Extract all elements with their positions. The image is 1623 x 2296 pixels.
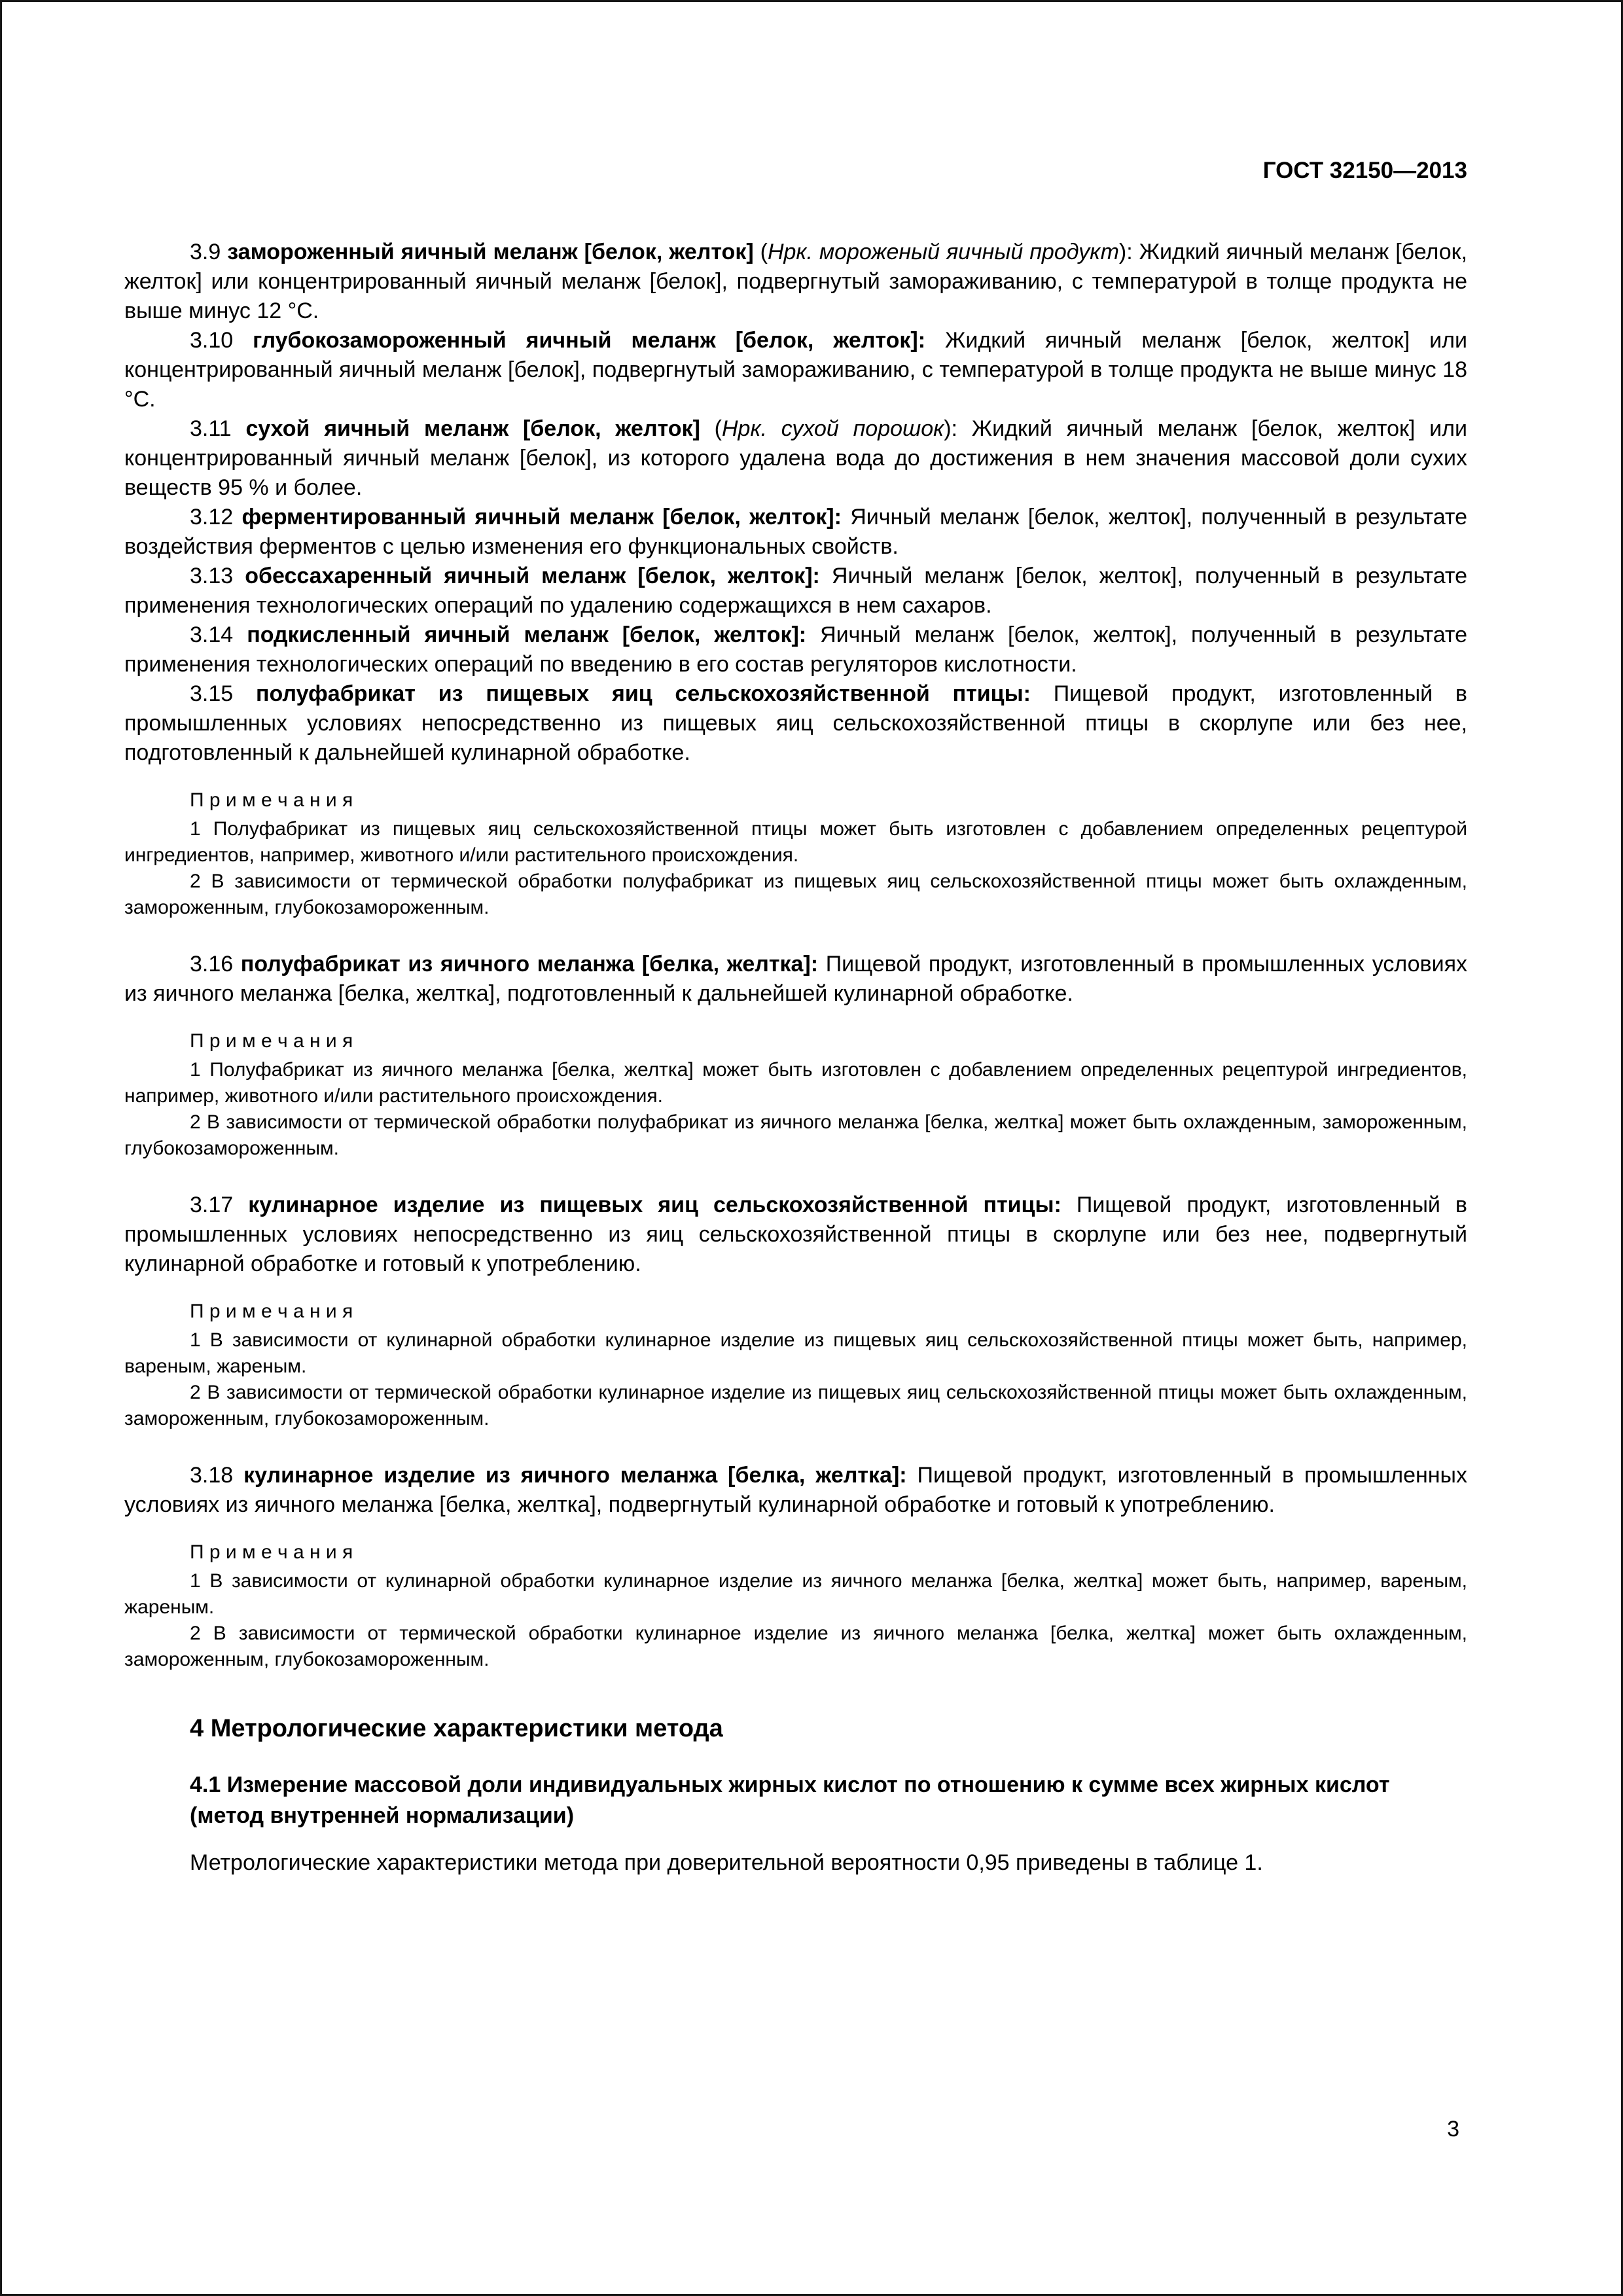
note-block (124, 1028, 1467, 1162)
term-3-9: 3.9 замороженный яичный меланж [белок, желток] (Нрк. мороженый яичный продукт): Жидкий яичный меланж [белок, желток] или концентрированный яичный меланж [белок], подвергнутый замораживанию, с температурой в толще продукта не выше минус 12 °С. (124, 240, 1468, 323)
document-code: ГОСТ 32150—2013 (1262, 158, 1467, 183)
term-3-18: 3.18 кулинарное изделие из яичного меланжа [белка, желтка]: Пищевой продукт, изготовленный в промышленных условиях из яичного меланжа [белка, желтка], подвергнутый кулинарной обработке и готовый к употреблению. (124, 1463, 1467, 1517)
note-item: 1 В зависимости от кулинарной обработки кулинарное изделие из яичного меланжа [белка, желтка] может быть, например, вареным, жареным. (124, 1570, 1467, 1618)
note-item: 2 В зависимости от термической обработки полуфабрикат из пищевых яиц сельскохозяйственной птицы может быть охлажденным, замороженным, глубокозамороженным. (124, 870, 1467, 918)
term-3-10: 3.10 глубокозамороженный яичный меланж [белок, желток]: Жидкий яичный меланж [белок, желток] или концентрированный яичный меланж [белок], подвергнутый замораживанию, с температурой в толще продукта не выше минус 18 °С. (124, 328, 1467, 412)
note-item: 2 В зависимости от термической обработки кулинарное изделие из яичного меланжа [белка, желтка] может быть охлажденным, замороженным, глубокозамороженным. (124, 1623, 1467, 1670)
document-body (124, 238, 1467, 1878)
note-item: 2 В зависимости от термической обработки полуфабрикат из яичного меланжа [белка, желтка] может быть охлажденным, замороженным, глубокозамороженным. (124, 1111, 1467, 1159)
note-title: П р и м е ч а н и я (190, 1030, 353, 1052)
page-number: 3 (1447, 2117, 1459, 2142)
term-3-12: 3.12 ферментированный яичный меланж [белок, желток]: Яичный меланж [белок, желток], полученный в результате воздействия ферментов с целью изменения его функциональных свойств. (124, 505, 1467, 559)
note-title: П р и м е ч а н и я (190, 1300, 353, 1322)
term-3-13: 3.13 обессахаренный яичный меланж [белок, желток]: Яичный меланж [белок, желток], полученный в результате применения технологических операций по удалению содержащихся в нем сахаров. (124, 564, 1467, 618)
term-3-15: 3.15 полуфабрикат из пищевых яиц сельскохозяйственной птицы: Пищевой продукт, изготовленный в промышленных условиях непосредственно из пищевых яиц сельскохозяйственной птицы в скорлупе или без нее, подготовленный к дальнейшей кулинарной обработке. (124, 681, 1467, 765)
note-item: 2 В зависимости от термической обработки кулинарное изделие из пищевых яиц сельскохозяйственной птицы может быть охлажденным, замороженным, глубокозамороженным. (124, 1382, 1467, 1429)
term-3-16: 3.16 полуфабрикат из яичного меланжа [белка, желтка]: Пищевой продукт, изготовленный в промышленных условиях из яичного меланжа [белка, желтка], подготовленный к дальнейшей кулинарной обработке. (124, 952, 1467, 1006)
note-block (124, 787, 1467, 921)
section-4-1-heading: 4.1 Измерение массовой доли индивидуальных жирных кислот по отношению к сумме всех жирных кислот (метод внутренней нормализации) (190, 1772, 1390, 1828)
note-block (124, 1299, 1467, 1432)
note-block (124, 1539, 1467, 1673)
section-4-heading: 4 Метрологические характеристики метода (190, 1715, 723, 1742)
note-item: 1 Полуфабрикат из пищевых яиц сельскохозяйственной птицы может быть изготовлен с добавлением определенных рецептурой ингредиентов, например, животного и/или растительного происхождения. (124, 818, 1467, 866)
term-3-17: 3.17 кулинарное изделие из пищевых яиц сельскохозяйственной птицы: Пищевой продукт, изготовленный в промышленных условиях непосредственно из яиц сельскохозяйственной птицы в скорлупе или без нее, подвергнутый кулинарной обработке и готовый к употреблению. (124, 1193, 1467, 1276)
term-3-14: 3.14 подкисленный яичный меланж [белок, желток]: Яичный меланж [белок, желток], полученный в результате применения технологических операций по введению в его состав регуляторов кислотности. (124, 622, 1467, 677)
note-item: 1 Полуфабрикат из яичного меланжа [белка, желтка] может быть изготовлен с добавлением определенных рецептурой ингредиентов, например, животного и/или растительного происхождения. (124, 1059, 1467, 1107)
note-item: 1 В зависимости от кулинарной обработки кулинарное изделие из пищевых яиц сельскохозяйственной птицы может быть, например, вареным, жареным. (124, 1329, 1467, 1377)
paragraph-metrology-intro: Метрологические характеристики метода при доверительной вероятности 0,95 приведены в таблице 1. (190, 1850, 1263, 1875)
content-area (124, 158, 1467, 1878)
note-title: П р и м е ч а н и я (190, 1541, 353, 1563)
term-3-11: 3.11 сухой яичный меланж [белок, желток] (Нрк. сухой порошок): Жидкий яичный меланж [белок, желток] или концентрированный яичный меланж [белок], из которого удалена вода до достижения в нем значения массовой доли сухих веществ 95 % и более. (124, 416, 1467, 500)
note-title: П р и м е ч а н и я (190, 789, 353, 811)
